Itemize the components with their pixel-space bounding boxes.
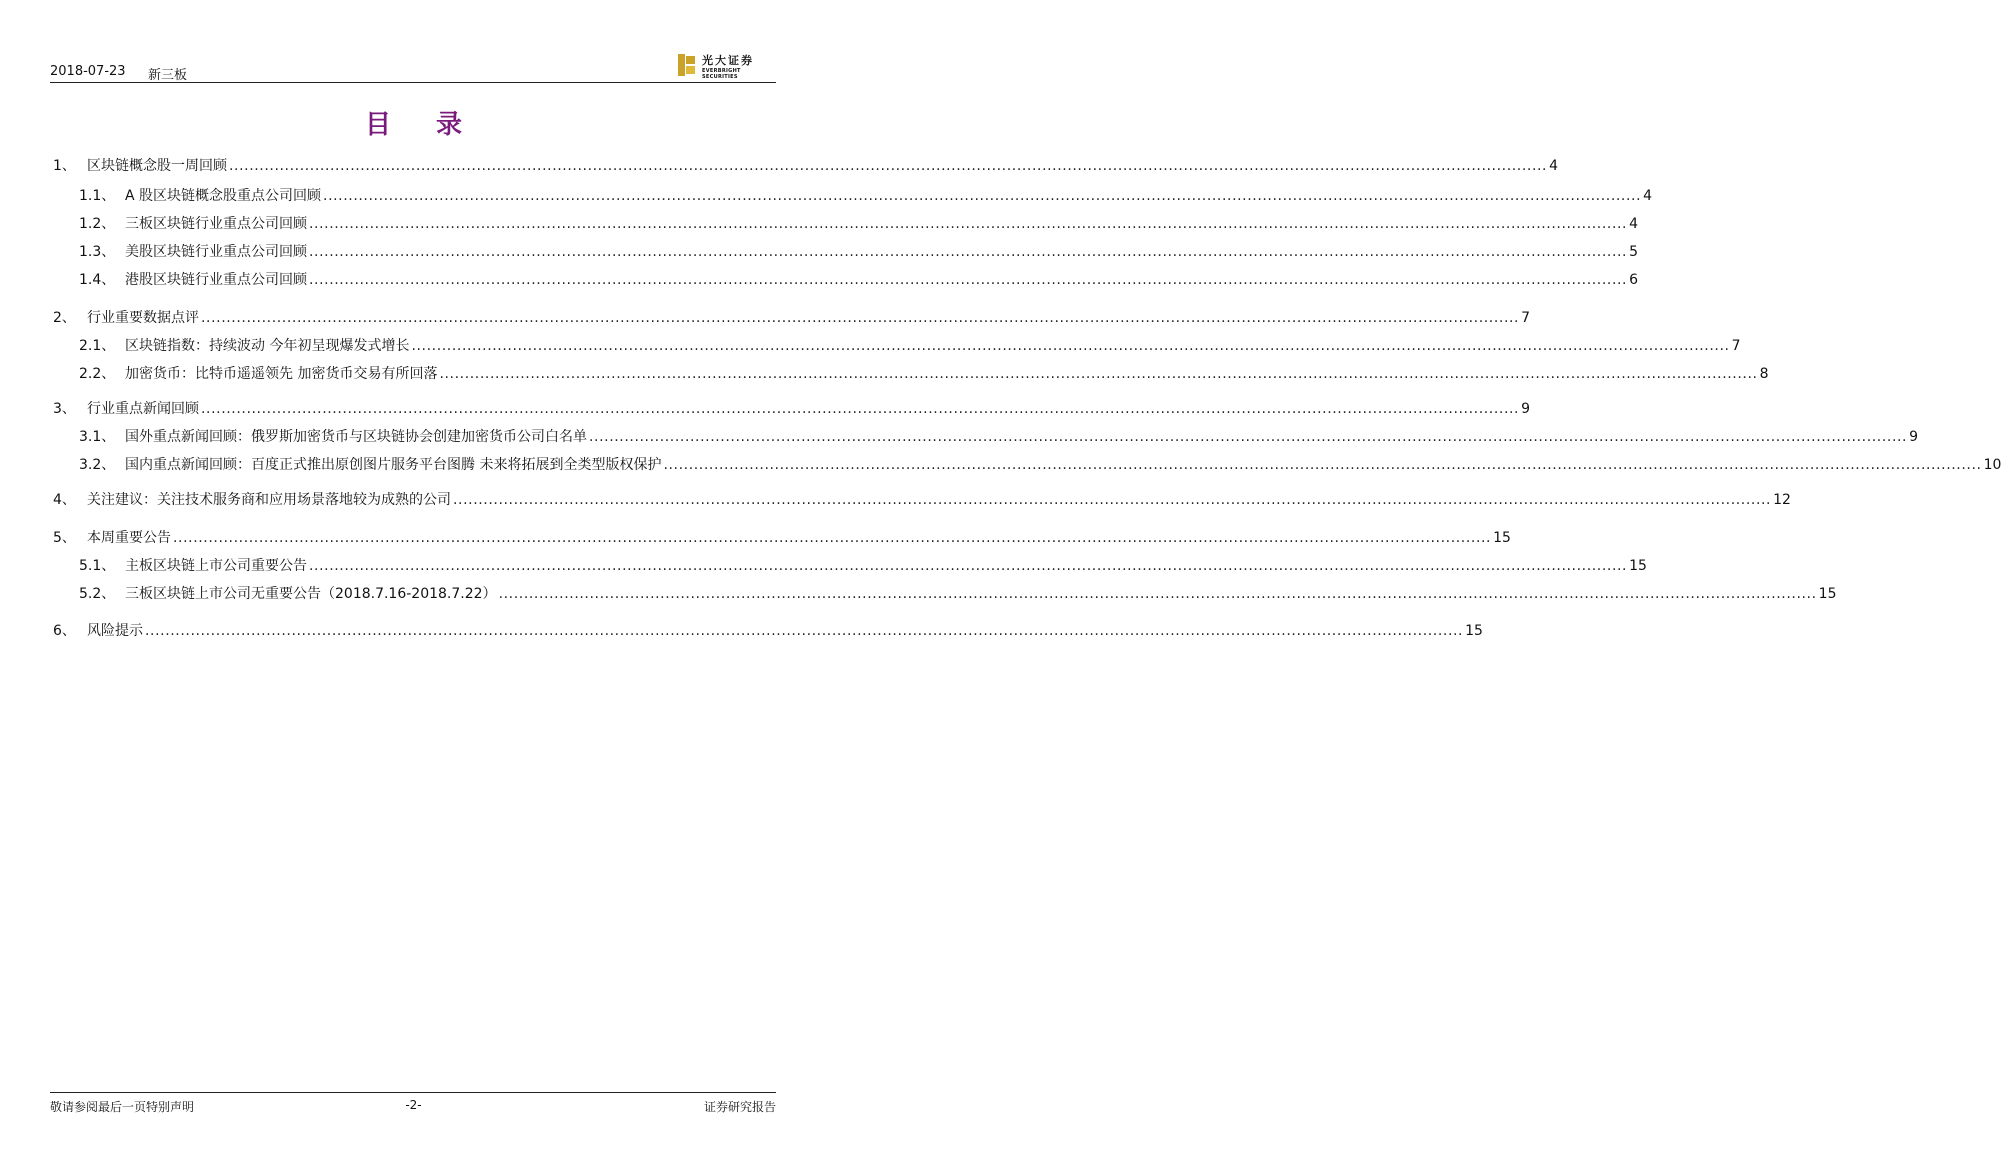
report-date: 2018-07-23: [50, 64, 126, 79]
toc-page-number: 7: [1731, 338, 1741, 354]
company-logo: [678, 52, 776, 80]
toc-page-number: 15: [1818, 586, 1837, 602]
toc-entry[interactable]: 3、 行业重点新闻回顾 ..... 9: [53, 398, 775, 420]
toc-entry-title: 行业重要数据点评: [87, 310, 199, 326]
toc-page-number: 4: [1629, 216, 1639, 232]
toc-entry[interactable]: 4、 关注建议：关注技术服务商和应用场景落地较为成熟的公司 ..... 12: [53, 489, 775, 511]
page-title: 目 录: [364, 110, 481, 140]
toc-entry[interactable]: 6、 风险提示 ..... 15: [53, 620, 775, 642]
toc-entry[interactable]: 5.1、 主板区块链上市公司重要公告 ..... 15: [53, 555, 775, 577]
toc-entry[interactable]: 2.1、 区块链指数：持续波动 今年初呈现爆发式增长 ..... 7: [53, 335, 775, 357]
toc-page-number: 8: [1759, 366, 1769, 382]
toc-page-number: 15: [1493, 530, 1511, 546]
toc-entry[interactable]: 1、 区块链概念股一周回顾 ..... 4: [53, 155, 775, 177]
header-divider: [50, 82, 776, 83]
toc-page-number: 6: [1629, 272, 1639, 288]
toc-entry[interactable]: 5、 本周重要公告 ..... 15: [53, 527, 775, 549]
toc-entry-title: 港股区块链行业重点公司回顾: [125, 272, 307, 288]
toc-entry[interactable]: 2、 行业重要数据点评 ..... 7: [53, 307, 775, 329]
toc-entry-title: 区块链指数：持续波动 今年初呈现爆发式增长: [125, 338, 410, 354]
toc-entry[interactable]: 2.2、 加密货币：比特币遥遥领先 加密货币交易有所回落 ..... 8: [53, 363, 775, 385]
toc-entry-title: 本周重要公告: [87, 530, 171, 546]
toc-page-number: 15: [1465, 623, 1483, 639]
toc-entry-title: A 股区块链概念股重点公司回顾: [125, 188, 322, 204]
disclaimer-notice: 敬请参阅最后一页特别声明: [50, 1100, 195, 1114]
toc-entry-title: 三板区块链上市公司无重要公告（2018.7.16-2018.7.22）: [125, 586, 497, 602]
toc-page-number: 7: [1521, 310, 1531, 326]
toc-entry-title: 行业重点新闻回顾: [87, 401, 199, 417]
toc-entry-title: 关注建议：关注技术服务商和应用场景落地较为成熟的公司: [87, 492, 451, 508]
toc-entry[interactable]: 1.4、 港股区块链行业重点公司回顾 ..... 6: [53, 269, 775, 291]
toc-entry[interactable]: 1.3、 美股区块链行业重点公司回顾 ..... 5: [53, 241, 775, 263]
toc-entry[interactable]: 1.1、 A 股区块链概念股重点公司回顾 ..... 4: [53, 185, 775, 207]
toc-page-number: 5: [1629, 244, 1639, 260]
logo-text-cn: 光大证券: [702, 54, 754, 67]
toc-entry-title: 区块链概念股一周回顾: [87, 158, 227, 174]
toc-page-number: 12: [1773, 492, 1791, 508]
toc-entry[interactable]: 3.1、 国外重点新闻回顾：俄罗斯加密货币与区块链协会创建加密货币公司白名单 ..... 9: [53, 426, 775, 448]
logo-text-en: EVERBRIGHT SECURITIES: [702, 68, 741, 80]
report-category: 新三板: [148, 68, 188, 83]
toc-entry-title: 主板区块链上市公司重要公告: [125, 558, 307, 574]
toc-page-number: 9: [1909, 429, 1919, 445]
toc-entry-title: 三板区块链行业重点公司回顾: [125, 216, 307, 232]
page-header: [50, 54, 776, 83]
report-type: 证券研究报告: [703, 1100, 776, 1114]
footer-divider: [50, 1092, 776, 1093]
toc-page-number: 4: [1549, 158, 1559, 174]
toc-entry-title: 加密货币：比特币遥遥领先 加密货币交易有所回落: [125, 366, 438, 382]
logo-mark-icon: [678, 54, 696, 76]
toc-entry-title: 国外重点新闻回顾：俄罗斯加密货币与区块链协会创建加密货币公司白名单: [125, 429, 587, 445]
toc-entry-title: 美股区块链行业重点公司回顾: [125, 244, 307, 260]
toc-page-number: 10: [1983, 457, 2001, 473]
toc-entry[interactable]: 1.2、 三板区块链行业重点公司回顾 ..... 4: [53, 213, 775, 235]
toc-page-number: 15: [1629, 558, 1647, 574]
toc-entry-title: 风险提示: [87, 623, 143, 639]
toc-entry[interactable]: 5.2、 三板区块链上市公司无重要公告（2018.7.16-2018.7.22） ..... 15: [53, 583, 775, 605]
toc-entry-title: 国内重点新闻回顾：百度正式推出原创图片服务平台图腾 未来将拓展到全类型版权保护: [125, 457, 662, 473]
page-number: -2-: [405, 1098, 422, 1112]
toc-page-number: 9: [1521, 401, 1531, 417]
toc-page-number: 4: [1643, 188, 1653, 204]
toc-entry[interactable]: 3.2、 国内重点新闻回顾：百度正式推出原创图片服务平台图腾 未来将拓展到全类型版权保护 ..... 10: [53, 454, 775, 476]
